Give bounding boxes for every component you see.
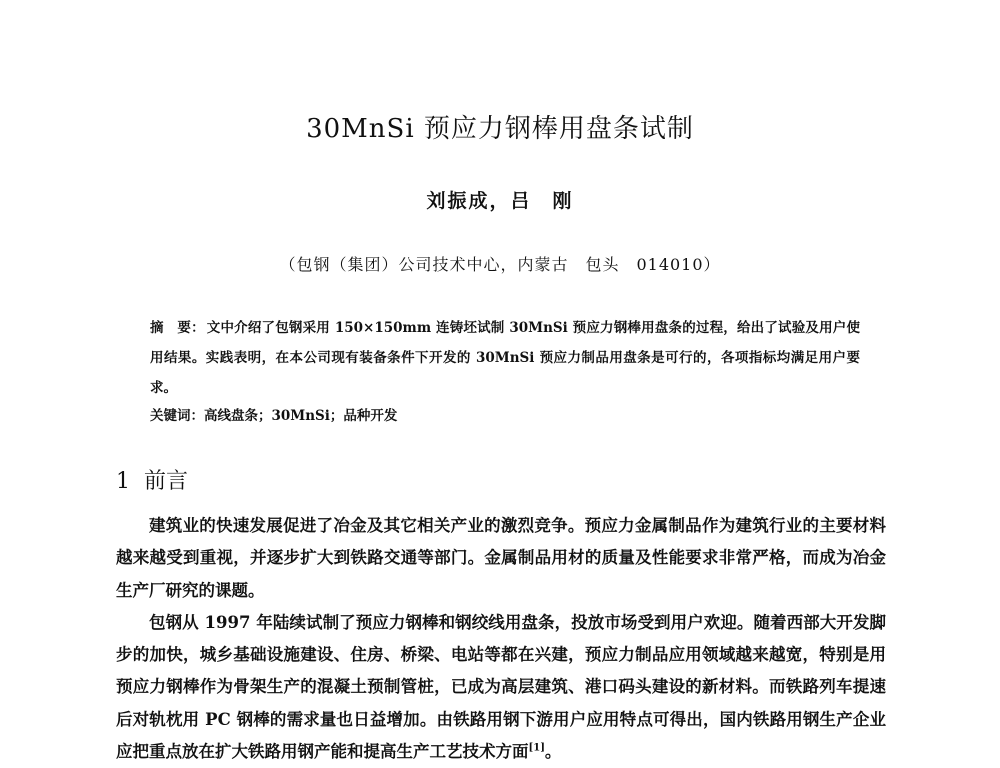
paragraph xyxy=(116,607,886,768)
paper-title: 30MnSi 预应力钢棒用盘条试制 xyxy=(306,114,694,144)
paper-authors: 刘振成，吕 刚 xyxy=(426,190,574,212)
abstract-label: 摘 要： xyxy=(150,320,205,336)
abstract-text: 文中介绍了包钢采用 150×150mm 连铸坯试制 30MnSi 预应力钢棒用盘条的过程，给出了试验及用户使用结果。实践表明，在本公司现有装备条件下开发的 30MnSi 预应力制品用盘条是可行的，各项指标均满足用户要求。 xyxy=(150,320,860,396)
body-text xyxy=(116,510,886,768)
paragraph: 建筑业的快速发展促进了冶金及其它相关产业的激烈竞争。预应力金属制品作为建筑行业的主要材料越来越受到重视，并逐步扩大到铁路交通等部门。金属制品用材的质量及性能要求非常严格，而成为冶金生产厂研究的课题。 xyxy=(116,516,886,600)
paragraph-end: 。 xyxy=(544,742,562,762)
section-number: 1 xyxy=(116,469,130,494)
section-title: 前言 xyxy=(144,469,189,494)
paragraph-text: 包钢从 1997 年陆续试制了预应力钢棒和钢绞线用盘条，投放市场受到用户欢迎。随着西部大开发脚步的加快，城乡基础设施建设、住房、桥梁、电站等都在兴建，预应力制品应用领域越来越宽，特别是用预应力钢棒作为骨架生产的混凝土预制管桩，已成为高层建筑、港口码头建设的新材料。而铁路列车提速后对轨枕用 PC 钢棒的需求量也日益增加。由铁路用钢下游用户应用特点可得出，国内铁路用钢生产企业应把重点放在扩大铁路用钢产能和提高生产工艺技术方面 xyxy=(116,612,886,762)
section-heading xyxy=(116,464,188,495)
author-affiliation: （包钢（集团）公司技术中心，内蒙古 包头 014010） xyxy=(279,255,721,274)
citation-ref: [1] xyxy=(528,742,545,754)
keywords xyxy=(150,404,860,424)
keywords-text: 高线盘条；30MnSi；品种开发 xyxy=(204,408,398,424)
keywords-label: 关键词： xyxy=(150,408,204,424)
abstract xyxy=(150,313,860,403)
